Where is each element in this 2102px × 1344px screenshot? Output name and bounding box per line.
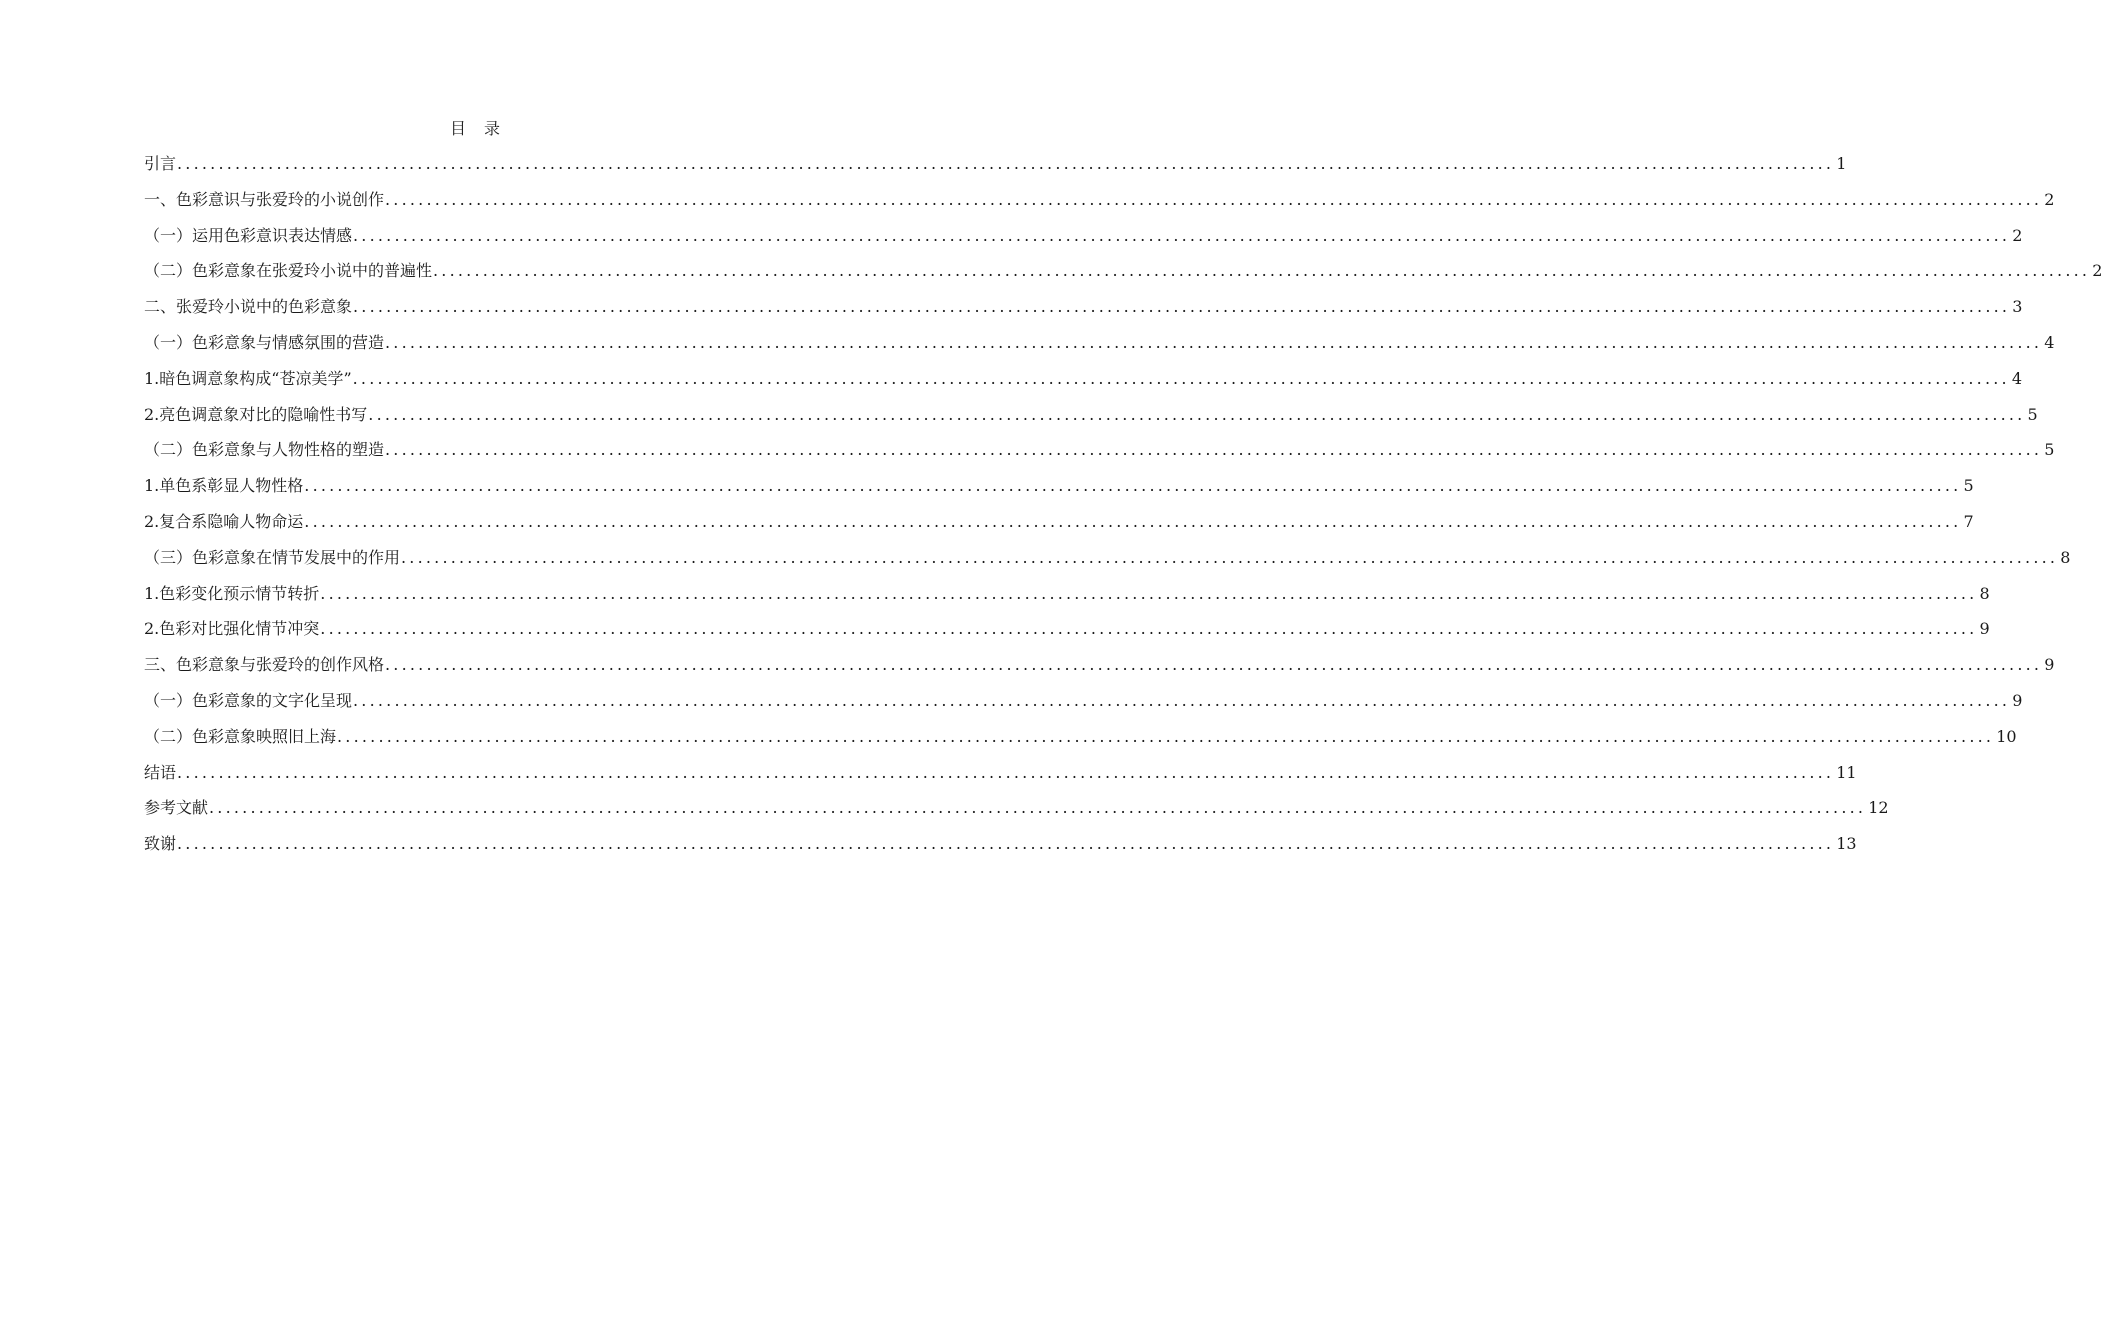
toc-leader-dots: ........................................................................................................................................................................................................ xyxy=(368,404,2026,424)
toc-leader-dots: ........................................................................................................................................................................................................ xyxy=(353,297,2011,317)
toc-entry-label: （一）色彩意象与情感氛围的营造 xyxy=(144,332,385,352)
toc-entry-label: 三、色彩意象与张爱玲的创作风格 xyxy=(144,655,385,675)
toc-leader-dots: ........................................................................................................................................................................................................ xyxy=(320,583,1978,603)
toc-entry-page-number: 5 xyxy=(1963,476,1974,496)
toc-entry-page-number: 2 xyxy=(2012,225,2023,245)
toc-entry-page-number: 7 xyxy=(1963,511,1974,531)
toc-entry-page-number: 5 xyxy=(2044,440,2055,460)
toc-entry[interactable] xyxy=(144,654,2055,690)
toc-leader-dots: ........................................................................................................................................................................................................ xyxy=(177,834,1835,854)
toc-entry-page-number: 4 xyxy=(2044,332,2055,352)
toc-entry[interactable] xyxy=(144,260,2102,296)
toc-entry-label: 2.亮色调意象对比的隐喻性书写 xyxy=(144,404,368,424)
toc-entry-page-number: 13 xyxy=(1836,834,1857,854)
toc-entry-page-number: 2 xyxy=(2044,189,2055,209)
toc-leader-dots: ........................................................................................................................................................................................................ xyxy=(401,547,2059,567)
toc-entry-page-number: 10 xyxy=(1996,726,2017,746)
toc-entry[interactable] xyxy=(144,833,1857,869)
toc-entry-page-number: 4 xyxy=(2011,368,2023,388)
toc-entry-label: 1.暗色调意象构成“苍凉美学” xyxy=(144,368,352,388)
toc-entry-label: （二）色彩意象映照旧上海 xyxy=(144,726,337,746)
toc-leader-dots: ........................................................................................................................................................................................................ xyxy=(352,368,2010,388)
toc-entry[interactable] xyxy=(144,368,2023,404)
toc-entry-page-number: 2 xyxy=(2092,261,2102,281)
toc-entry[interactable] xyxy=(144,332,2055,368)
toc-entry[interactable] xyxy=(144,511,1974,547)
toc-entry-page-number: 8 xyxy=(1979,583,1990,603)
toc-entry-label: 2.复合系隐喻人物命运 xyxy=(144,511,304,531)
toc-entry[interactable] xyxy=(144,618,1990,654)
toc-leader-dots: ........................................................................................................................................................................................................ xyxy=(353,690,2011,710)
toc-entry-page-number: 9 xyxy=(1979,619,1990,639)
toc-entry[interactable] xyxy=(144,547,2071,583)
toc-list xyxy=(144,153,2102,869)
toc-entry[interactable] xyxy=(144,404,2038,440)
toc-entry[interactable] xyxy=(144,583,1990,619)
toc-leader-dots: ........................................................................................................................................................................................................ xyxy=(304,511,1962,531)
toc-entry-page-number: 5 xyxy=(2027,404,2038,424)
toc-entry[interactable] xyxy=(144,153,1847,189)
toc-entry-label: （一）色彩意象的文字化呈现 xyxy=(144,690,353,710)
toc-entry-page-number: 1 xyxy=(1836,154,1847,173)
toc-leader-dots: ........................................................................................................................................................................................................ xyxy=(385,189,2043,209)
toc-entry[interactable] xyxy=(144,726,2017,762)
toc-entry[interactable] xyxy=(144,296,2023,332)
toc-entry-page-number: 3 xyxy=(2012,297,2023,317)
toc-leader-dots: ........................................................................................................................................................................................................ xyxy=(385,332,2043,352)
toc-entry-label: 参考文献 xyxy=(144,798,209,818)
toc-entry[interactable] xyxy=(144,189,2055,225)
toc-leader-dots: ........................................................................................................................................................................................................ xyxy=(337,726,1995,746)
toc-entry-label: 2.色彩对比强化情节冲突 xyxy=(144,619,320,639)
toc-entry-label: 1.色彩变化预示情节转折 xyxy=(144,583,320,603)
toc-leader-dots: ........................................................................................................................................................................................................ xyxy=(385,440,2043,460)
toc-leader-dots: ........................................................................................................................................................................................................ xyxy=(209,798,1867,818)
toc-leader-dots: ........................................................................................................................................................................................................ xyxy=(353,225,2011,245)
toc-entry-page-number: 9 xyxy=(2012,690,2023,710)
toc-entry-label: （二）色彩意象与人物性格的塑造 xyxy=(144,440,385,460)
toc-entry-label: 结语 xyxy=(144,762,177,782)
toc-entry-label: （一）运用色彩意识表达情感 xyxy=(144,225,353,245)
toc-entry-label: 一、色彩意识与张爱玲的小说创作 xyxy=(144,189,385,209)
toc-leader-dots: ........................................................................................................................................................................................................ xyxy=(177,762,1835,782)
toc-leader-dots: ........................................................................................................................................................................................................ xyxy=(304,476,1962,496)
toc-leader-dots: ........................................................................................................................................................................................................ xyxy=(385,655,2043,675)
toc-entry[interactable] xyxy=(144,225,2023,261)
toc-entry[interactable] xyxy=(144,439,2055,475)
toc-entry-label: （二）色彩意象在张爱玲小说中的普遍性 xyxy=(144,261,433,281)
toc-entry-label: （三）色彩意象在情节发展中的作用 xyxy=(144,547,401,567)
toc-entry[interactable] xyxy=(144,762,1857,798)
toc-leader-dots: ........................................................................................................................................................................................................ xyxy=(177,154,1835,173)
toc-title-char-2: 录 xyxy=(484,119,501,138)
toc-leader-dots: ........................................................................................................................................................................................................ xyxy=(433,261,2091,281)
toc-entry-label: 二、张爱玲小说中的色彩意象 xyxy=(144,297,353,317)
toc-entry-page-number: 12 xyxy=(1868,798,1889,818)
toc-entry-label: 引言 xyxy=(144,154,177,173)
toc-entry-page-number: 9 xyxy=(2044,655,2055,675)
toc-leader-dots: ........................................................................................................................................................................................................ xyxy=(320,619,1978,639)
toc-entry-label: 致谢 xyxy=(144,834,177,854)
toc-entry[interactable] xyxy=(144,690,2023,726)
toc-entry[interactable] xyxy=(144,475,1974,511)
toc-entry-page-number: 8 xyxy=(2060,547,2071,567)
toc-title-char-1: 目 xyxy=(449,119,466,138)
toc-entry[interactable] xyxy=(144,797,1889,833)
toc-entry-label: 1.单色系彰显人物性格 xyxy=(144,476,304,496)
toc-title xyxy=(0,118,950,140)
toc-entry-page-number: 11 xyxy=(1836,762,1857,782)
